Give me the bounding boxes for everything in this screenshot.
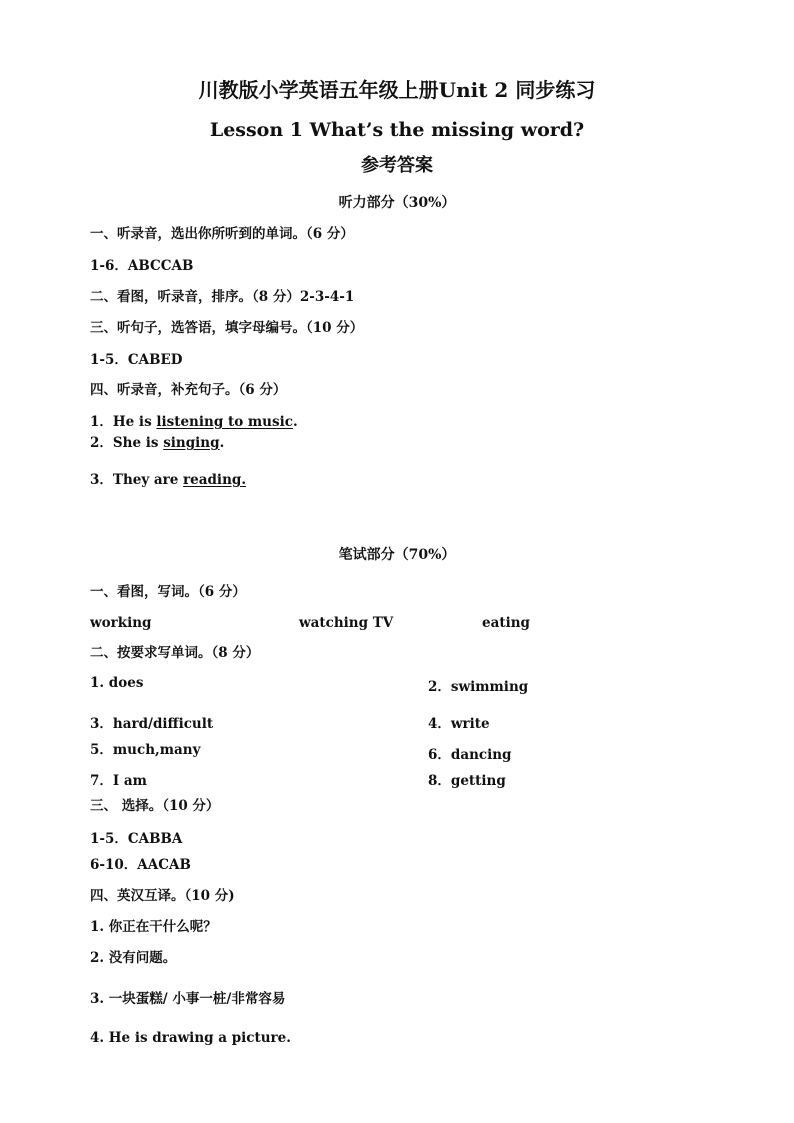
- listening-q1-answer: 1-6．ABCCAB: [90, 258, 194, 274]
- writing-q4-item-1: 1. 你正在干什么呢？: [90, 919, 217, 935]
- item-prefix: 2．She is: [90, 435, 164, 451]
- listening-q2-label: 二、看图，听录音，排序。（8 分）2-3-4-1: [90, 289, 355, 305]
- writing-q2-item-6: 6．dancing: [428, 747, 512, 763]
- writing-q3-answer-1: 1-5．CABBA: [90, 831, 183, 847]
- answer-key-title: 参考答案: [361, 155, 433, 176]
- writing-q1-word-1: working: [90, 615, 152, 631]
- listening-q1-label: 一、听录音，选出你所听到的单词。（6 分）: [90, 226, 354, 242]
- writing-q2-label: 二、按要求写单词。（8 分）: [90, 645, 260, 661]
- item-suffix: .: [292, 414, 298, 430]
- item-fill: listening to music: [156, 414, 293, 430]
- writing-section-heading: 笔试部分（70%）: [338, 547, 456, 563]
- item-fill: reading.: [183, 472, 247, 488]
- writing-q1-label: 一、看图，写词。（6 分）: [90, 584, 246, 600]
- listening-q4-item-3: [90, 472, 246, 488]
- listening-q3-label: 三、听句子，选答语，填字母编号。（10 分）: [90, 320, 364, 336]
- listening-q3-answer: 1-5．CABED: [90, 352, 183, 368]
- listening-q4-label: 四、听录音，补充句子。（6 分）: [90, 382, 287, 398]
- writing-q2-item-1: 1. does: [90, 675, 144, 691]
- item-prefix: 3．They are: [90, 472, 184, 488]
- writing-q3-label: 三、 选择。（10 分）: [90, 798, 220, 814]
- item-suffix: .: [219, 435, 225, 451]
- writing-q2-item-7: 7．I am: [90, 773, 147, 789]
- writing-q2-item-2: 2．swimming: [428, 679, 529, 695]
- writing-q2-item-5: 5．much,many: [90, 742, 201, 758]
- writing-q4-label: 四、英汉互译。（10 分): [90, 888, 235, 904]
- writing-q3-answer-2: 6-10．AACAB: [90, 857, 191, 873]
- writing-q2-item-3: 3．hard/difficult: [90, 716, 214, 732]
- listening-q4-item-2: [90, 435, 224, 451]
- writing-q1-word-3: eating: [482, 615, 530, 631]
- writing-q1-word-2: watching TV: [299, 615, 394, 631]
- lesson-title: Lesson 1 What’s the missing word?: [209, 119, 585, 141]
- listening-section-heading: 听力部分（30%）: [338, 195, 456, 211]
- item-fill: singing: [163, 435, 220, 451]
- writing-q4-item-4: 4. He is drawing a picture.: [90, 1030, 291, 1046]
- writing-q2-item-4: 4．write: [428, 716, 490, 732]
- item-prefix: 1．He is: [90, 414, 157, 430]
- writing-q4-item-3: 3. 一块蛋糕/ 小事一桩/非常容易: [90, 991, 286, 1007]
- document-title: 川教版小学英语五年级上册Unit 2 同步练习: [198, 78, 596, 102]
- writing-q2-item-8: 8．getting: [428, 773, 506, 789]
- writing-q4-item-2: 2. 没有问题。: [90, 950, 177, 966]
- listening-q4-item-1: [90, 414, 298, 430]
